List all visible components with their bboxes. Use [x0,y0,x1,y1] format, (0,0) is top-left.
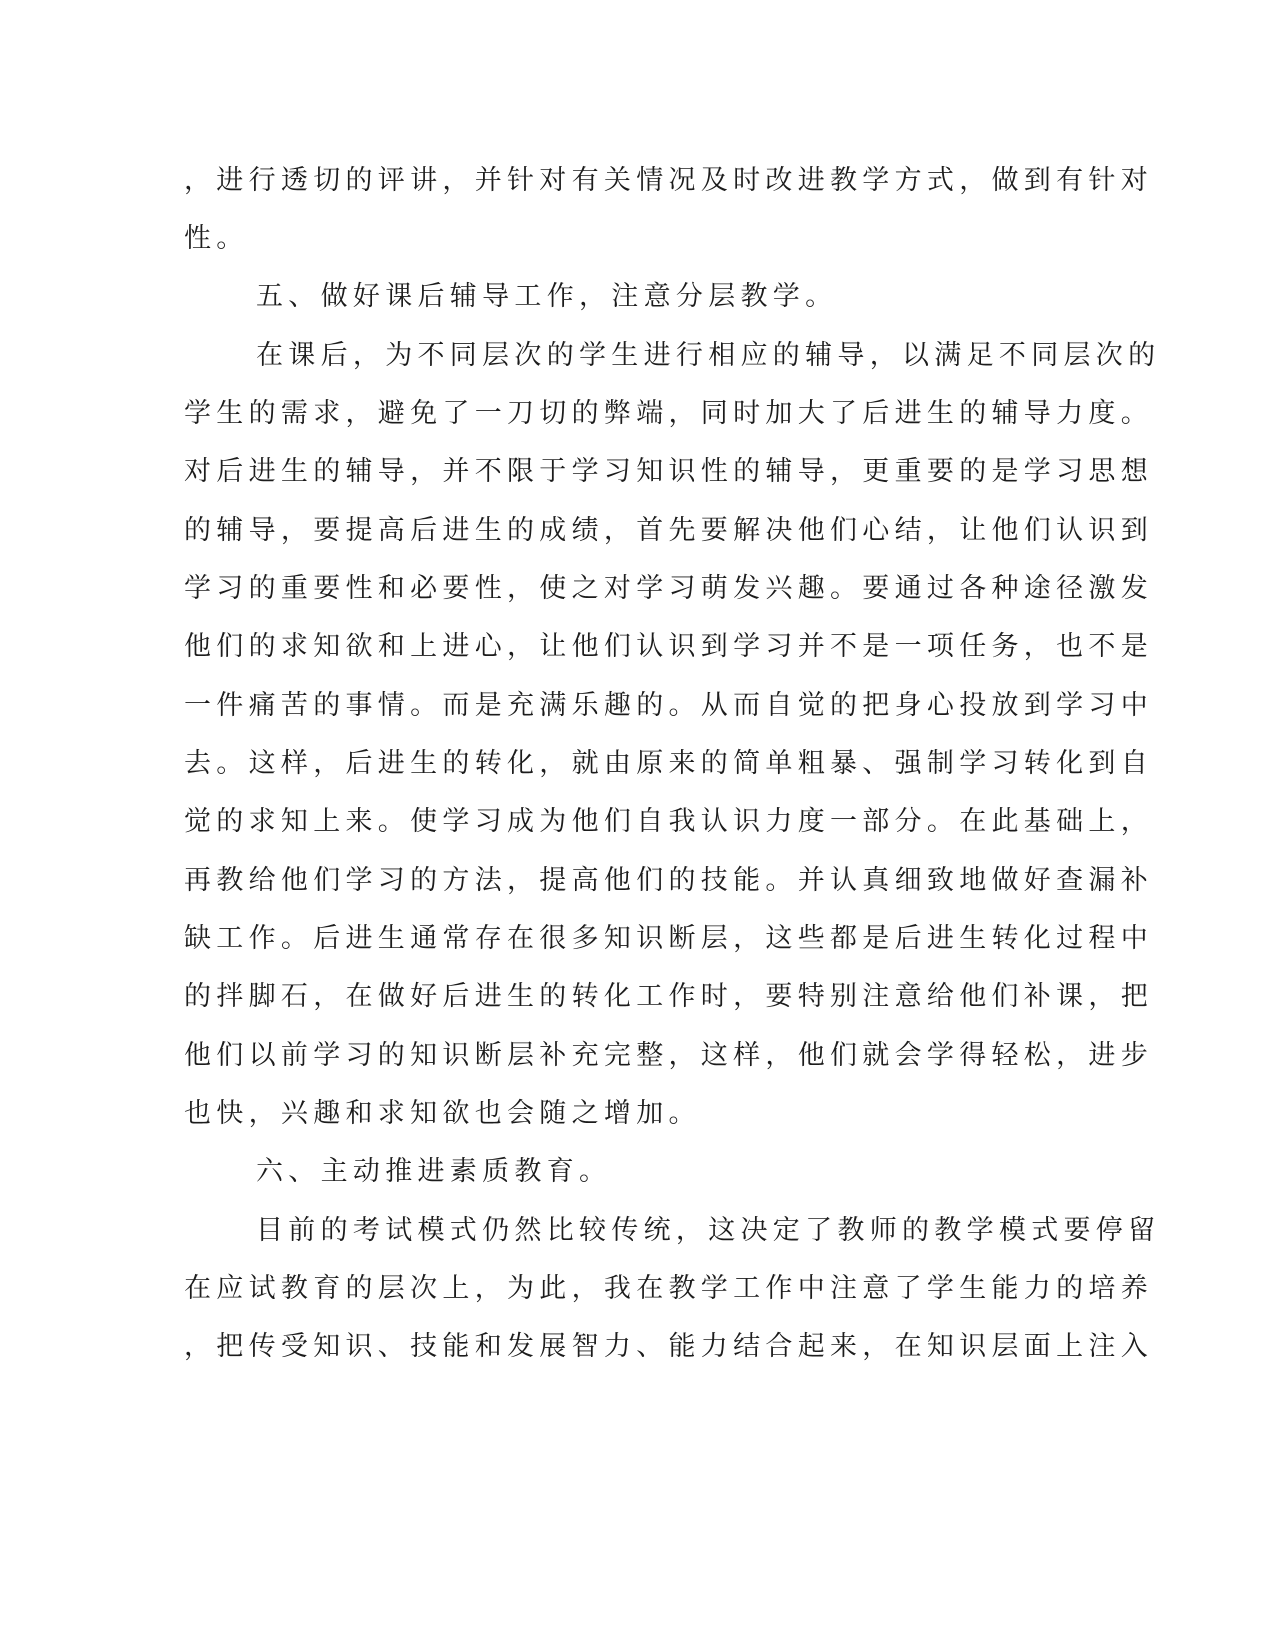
text-line: ，把传受知识、技能和发展智力、能力结合起来，在知识层面上注入 [184,1331,1153,1362]
text-line: 一件痛苦的事情。而是充满乐趣的。从而自觉的把身心投放到学习中 [184,690,1153,721]
text-line: ，进行透切的评讲，并针对有关情况及时改进教学方式，做到有针对 [184,165,1153,196]
section-heading: 六、主动推进素质教育。 [256,1156,612,1187]
text-line: 学习的重要性和必要性，使之对学习萌发兴趣。要通过各种途径激发 [184,573,1153,604]
text-line: 的辅导，要提高后进生的成绩，首先要解决他们心结，让他们认识到 [184,515,1153,546]
text-line: 觉的求知上来。使学习成为他们自我认识力度一部分。在此基础上， [184,806,1153,837]
text-line: 目前的考试模式仍然比较传统，这决定了教师的教学模式要停留 [256,1215,1161,1246]
text-line: 他们的求知欲和上进心，让他们认识到学习并不是一项任务，也不是 [184,631,1153,662]
text-line: 再教给他们学习的方法，提高他们的技能。并认真细致地做好查漏补 [184,865,1153,896]
text-line: 去。这样，后进生的转化，就由原来的简单粗暴、强制学习转化到自 [184,748,1153,779]
text-line: 他们以前学习的知识断层补充完整，这样，他们就会学得轻松，进步 [184,1040,1153,1071]
text-line: 也快，兴趣和求知欲也会随之增加。 [184,1098,701,1129]
text-line: 缺工作。后进生通常存在很多知识断层，这些都是后进生转化过程中 [184,923,1153,954]
text-line: 在应试教育的层次上，为此，我在教学工作中注意了学生能力的培养 [184,1273,1153,1304]
text-line: 学生的需求，避免了一刀切的弊端，同时加大了后进生的辅导力度。 [184,398,1153,429]
text-line: 性。 [184,223,249,254]
text-line: 对后进生的辅导，并不限于学习知识性的辅导，更重要的是学习思想 [184,456,1153,487]
text-line: 的拌脚石，在做好后进生的转化工作时，要特别注意给他们补课，把 [184,981,1153,1012]
text-line: 在课后，为不同层次的学生进行相应的辅导，以满足不同层次的 [256,340,1161,371]
section-heading: 五、做好课后辅导工作，注意分层教学。 [256,281,838,312]
